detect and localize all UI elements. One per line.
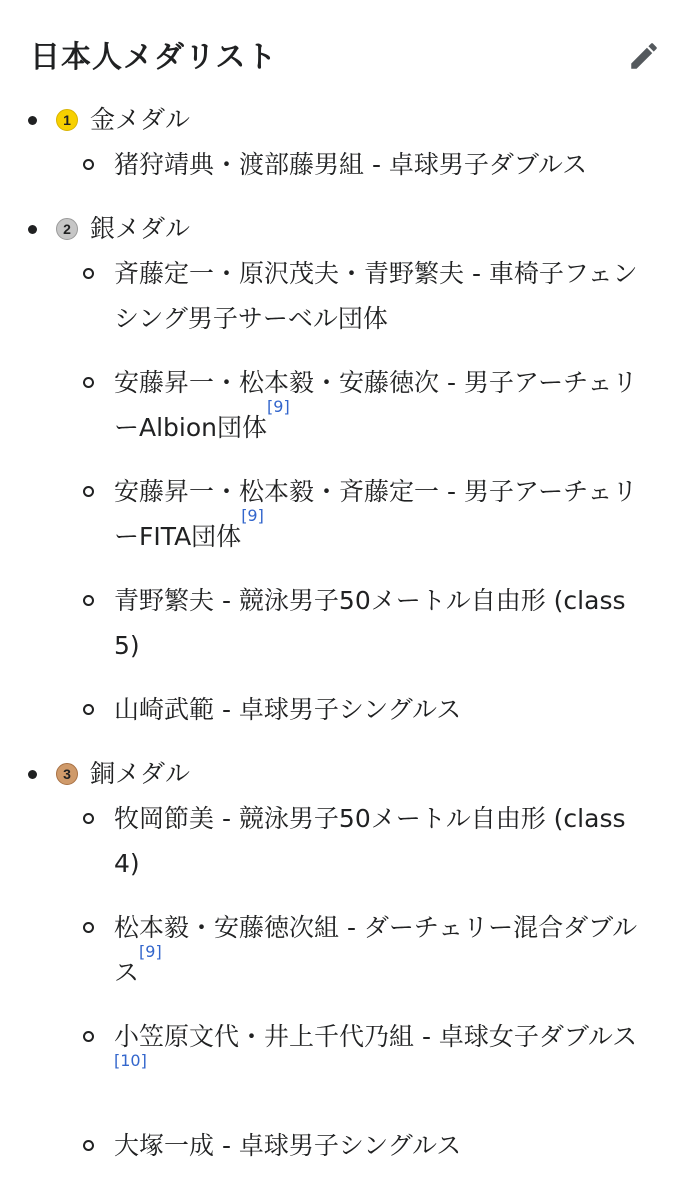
bullet-circle xyxy=(83,704,94,715)
medal-label: 金メダル xyxy=(90,105,191,134)
medalist-text: 小笠原文代・井上千代乃組 - 卓球女子ダブルス xyxy=(114,1022,638,1051)
medalist-item xyxy=(0,251,688,341)
medalist-item xyxy=(0,142,688,187)
medal-label: 銀メダル xyxy=(90,214,191,243)
medal-list-item xyxy=(0,207,688,251)
bullet-circle xyxy=(83,159,94,170)
edit-section-button[interactable] xyxy=(624,36,664,76)
bullet-circle xyxy=(83,1031,94,1042)
medalist-text: 安藤昇一・松本毅・斉藤定一 - 男子アーチェリーFITA団体 xyxy=(114,477,638,551)
bullet-circle xyxy=(83,813,94,824)
bullet-circle xyxy=(83,377,94,388)
medalist-text: 松本毅・安藤徳次組 - ダーチェリー混合ダブルス xyxy=(114,913,638,987)
reference-link[interactable]: [9] xyxy=(267,397,290,416)
medalist-text: 猪狩靖典・渡部藤男組 - 卓球男子ダブルス xyxy=(114,150,588,179)
reference-link[interactable]: [9] xyxy=(241,506,264,525)
medalist-text: 青野繁夫 - 競泳男子50メートル自由形 (class 5) xyxy=(114,586,626,660)
medalist-item xyxy=(0,360,688,450)
reference-link[interactable]: [9] xyxy=(139,942,162,961)
medalist-item xyxy=(0,1014,688,1104)
bullet-circle xyxy=(83,1140,94,1151)
medalist-text: 牧岡節美 - 競泳男子50メートル自由形 (class 4) xyxy=(114,804,626,878)
silver-medalist-list xyxy=(0,251,688,732)
bullet-disc xyxy=(28,225,37,234)
medalist-item xyxy=(0,1123,688,1168)
pencil-icon xyxy=(627,39,661,73)
medalist-item xyxy=(0,687,688,732)
medalist-list xyxy=(0,98,688,1168)
bronze-medal-group xyxy=(0,752,688,1168)
bullet-circle xyxy=(83,268,94,279)
medalist-item xyxy=(0,469,688,559)
silver-medal-group xyxy=(0,207,688,732)
medalist-item xyxy=(0,905,688,995)
bullet-disc xyxy=(28,770,37,779)
medalist-item xyxy=(0,578,688,668)
medal-list-item xyxy=(0,752,688,796)
gold-medal-group xyxy=(0,98,688,187)
medal-list-item xyxy=(0,98,688,142)
medalist-text: 大塚一成 - 卓球男子シングルス xyxy=(114,1131,462,1160)
section-title: 日本人メダリスト xyxy=(30,40,278,75)
bullet-disc xyxy=(28,116,37,125)
reference-link[interactable]: [10] xyxy=(114,1051,147,1070)
bronze-medal-icon: 3 xyxy=(56,763,78,785)
section-header xyxy=(30,30,664,86)
gold-medalist-list xyxy=(0,142,688,187)
bullet-circle xyxy=(83,595,94,606)
bullet-circle xyxy=(83,922,94,933)
medal-label: 銅メダル xyxy=(90,759,191,788)
medalist-text: 安藤昇一・松本毅・安藤徳次 - 男子アーチェリーAlbion団体 xyxy=(114,368,638,442)
gold-medal-icon: 1 xyxy=(56,109,78,131)
medalist-text: 山崎武範 - 卓球男子シングルス xyxy=(114,695,462,724)
medalist-text: 斉藤定一・原沢茂夫・青野繁夫 - 車椅子フェンシング男子サーベル団体 xyxy=(114,259,638,333)
bronze-medalist-list xyxy=(0,796,688,1168)
bullet-circle xyxy=(83,486,94,497)
medalist-item xyxy=(0,796,688,886)
silver-medal-icon: 2 xyxy=(56,218,78,240)
